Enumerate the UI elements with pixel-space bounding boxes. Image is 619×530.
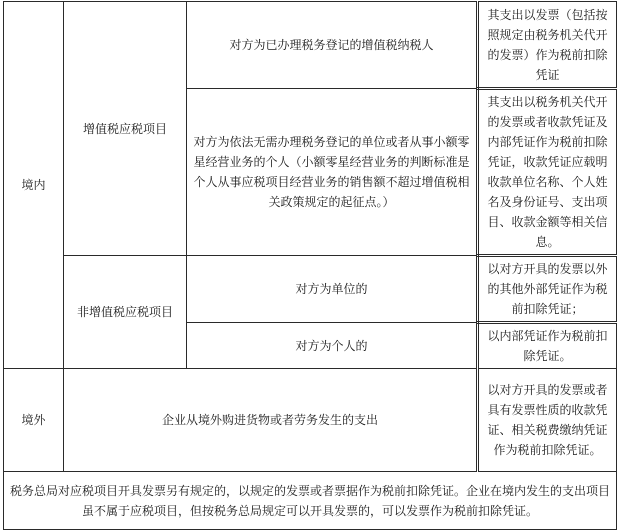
vat-items-label: 增值税应税项目 xyxy=(64,2,187,256)
overseas-description: 企业从境外购进货物或者劳务发生的支出 xyxy=(64,369,478,472)
individual-counterparty: 对方为个人的 xyxy=(187,323,478,369)
footnote: 税务总局对应税项目开具发票另有规定的，以规定的发票或者票据作为税前扣除凭证。企业在境内发生的支出项目虽不属于应税项目，但按税务总局规定可以开具发票的，可以发票作为税前扣除凭证。 xyxy=(4,472,617,530)
domestic-label: 境内 xyxy=(4,2,64,369)
entity-voucher: 以对方开具的发票以外的其他外部凭证作为税前扣除凭证； xyxy=(478,256,617,323)
overseas-label: 境外 xyxy=(4,369,64,472)
exempt-registration-voucher: 其支出以税务机关代开的发票或者收款凭证及内部凭证作为税前扣除凭证，收款凭证应载明收款单位名称、个人姓名及身份证号、支出项目、收款金额等相关信息。 xyxy=(478,89,617,256)
entity-counterparty: 对方为单位的 xyxy=(187,256,478,323)
overseas-voucher: 以对方开具的发票或者具有发票性质的收款凭证、相关税费缴纳凭证作为税前扣除凭证。 xyxy=(478,369,617,472)
table-row xyxy=(4,472,617,530)
non-vat-items-label: 非增值税应税项目 xyxy=(64,256,187,369)
registered-taxpayer-voucher: 其支出以发票（包括按照规定由税务机关代开的发票）作为税前扣除凭证 xyxy=(478,2,617,89)
registered-taxpayer-counterparty: 对方为已办理税务登记的增值税纳税人 xyxy=(187,2,478,89)
table-row xyxy=(4,256,617,323)
table-row xyxy=(4,369,617,472)
individual-voucher: 以内部凭证作为税前扣除凭证。 xyxy=(478,323,617,369)
table-row xyxy=(4,2,617,89)
deduction-voucher-table xyxy=(3,1,617,530)
exempt-registration-counterparty: 对方为依法无需办理税务登记的单位或者从事小额零星经营业务的个人（小额零星经营业务的判断标准是个人从事应税项目经营业务的销售额不超过增值税相关政策规定的起征点。） xyxy=(187,89,478,256)
